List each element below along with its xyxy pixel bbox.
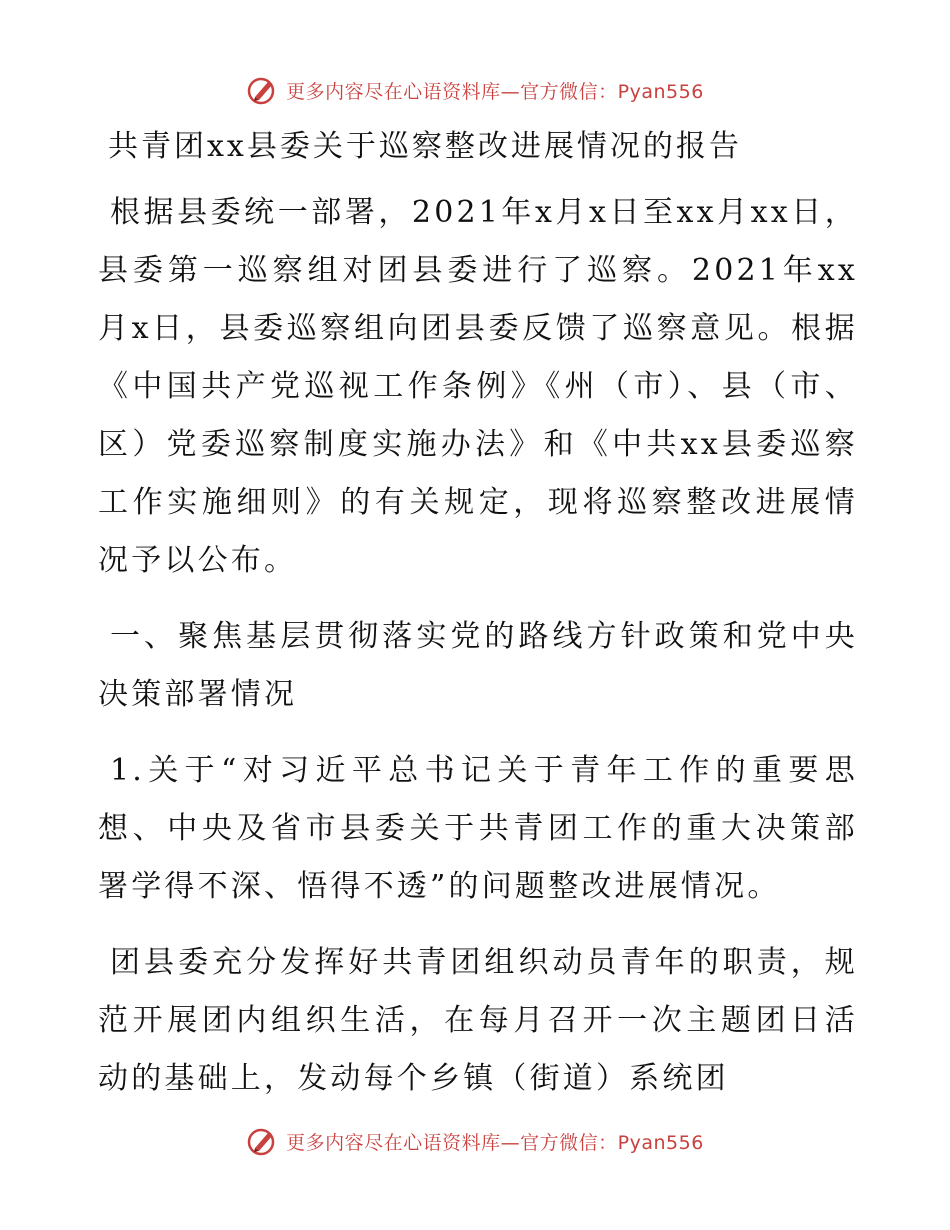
paragraph-item-1 xyxy=(98,742,858,916)
paragraph-text: 1.关于“对习近平总书记关于青年工作的重要思想、中央及省市县委关于共青团工作的重大决策部署学得不深、悟得不透”的问题整改进展情况。 xyxy=(98,753,858,904)
section-heading-1 xyxy=(98,608,858,724)
paragraph-body xyxy=(98,934,858,1108)
watermark-text: 更多内容尽在心语资料库—官方微信：Pyan556 xyxy=(286,80,704,103)
watermark-header xyxy=(0,70,950,110)
watermark-text: 更多内容尽在心语资料库—官方微信：Pyan556 xyxy=(286,1131,704,1154)
paragraph-intro xyxy=(98,184,858,590)
pen-circle-logo-icon xyxy=(246,74,278,106)
document-body xyxy=(98,118,858,1126)
paragraph-text: 团县委充分发挥好共青团组织动员青年的职责，规范开展团内组织生活，在每月召开一次主题团日活动的基础上，发动每个乡镇（街道）系统团 xyxy=(98,945,858,1096)
document-title: 共青团xx县委关于巡察整改进展情况的报告 xyxy=(108,129,742,164)
paragraph-text: 一、聚焦基层贯彻落实党的路线方针政策和党中央决策部署情况 xyxy=(98,619,858,712)
paragraph-text: 根据县委统一部署，2021年x月x日至xx月xx日，县委第一巡察组对团县委进行了巡察。2021年xx月x日，县委巡察组向团县委反馈了巡察意见。根据《中国共产党巡视工作条例》《州（市）、县（市、区）党委巡察制度实施办法》和《中共xx县委巡察工作实施细则》的有关规定，现将巡察整改进展情况予以公布。 xyxy=(98,195,858,578)
watermark-footer xyxy=(0,1121,950,1161)
pen-circle-logo-icon xyxy=(246,1125,278,1157)
